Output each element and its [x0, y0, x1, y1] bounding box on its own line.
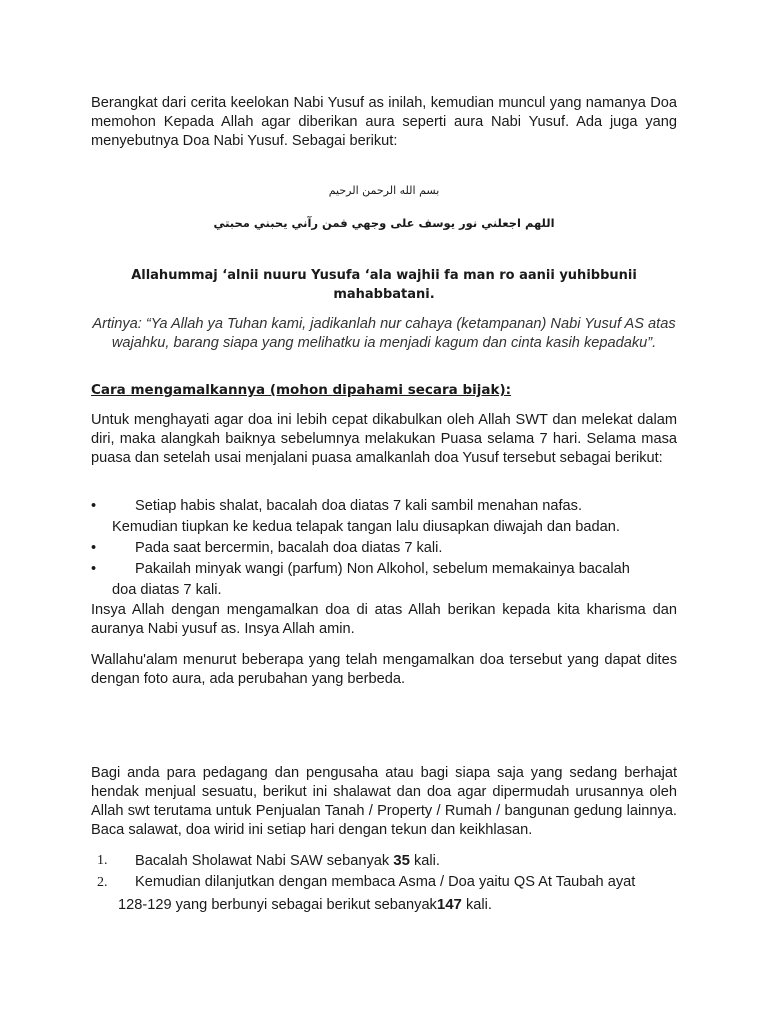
list-text-part: 128-129 yang berbunyi sebagai berikut sebanyak	[118, 897, 437, 913]
bullet-icon: •	[91, 561, 97, 577]
numbered-list	[97, 851, 697, 917]
bagi-paragraph: Bagi anda para pedagang dan pengusaha atau bagi siapa saja yang sedang berhajat hendak menjual sesuatu, berikut ini shalawat dan doa agar dipermudah urusannya oleh Allah swt terutama untuk Penjualan Tanah / Property / Rumah / bangunan gedung lainnya. Baca salawat, doa wirid ini setiap hari dengan tekun dan keikhlasan.	[91, 765, 677, 838]
translation-artinya: Artinya: “Ya Allah ya Tuhan kami, jadikanlah nur cahaya (ketampanan) Nabi Yusuf AS atas wajahku, barang siapa yang melihatku ia menjadi kagum dan cinta kasih kepadaku”.	[92, 316, 676, 351]
list-text-part: Bacalah Sholawat Nabi SAW sebanyak	[135, 853, 394, 869]
list-text-continuation	[118, 895, 492, 915]
list-item-continuation	[97, 895, 697, 917]
list-item-continuation	[91, 518, 691, 539]
list-item	[91, 539, 691, 560]
list-text	[135, 851, 440, 871]
list-item	[97, 851, 697, 873]
bullet-text-continuation: Kemudian tiupkan ke kedua telapak tangan lalu diusapkan diwajah dan badan.	[112, 519, 620, 535]
wallahu-paragraph: Wallahu'alam menurut beberapa yang telah mengamalkan doa tersebut yang dapat dites dengan foto aura, ada perubahan yang berbeda.	[91, 652, 677, 687]
count-bold: 147	[436, 896, 462, 913]
cara-heading: Cara mengamalkannya (mohon dipahami secara bijak):	[91, 382, 512, 398]
bullet-text: Pada saat bercermin, bacalah doa diatas 7 kali.	[135, 540, 443, 556]
bullet-icon: •	[91, 498, 97, 514]
bullet-list	[91, 497, 691, 602]
list-number: 2.	[97, 875, 108, 890]
bullet-text: Pakailah minyak wangi (parfum) Non Alkohol, sebelum memakainya bacalah	[135, 561, 630, 577]
list-text-part: kali.	[409, 853, 440, 869]
list-text-part: kali.	[461, 897, 492, 913]
intro-paragraph: Berangkat dari cerita keelokan Nabi Yusuf as inilah, kemudian muncul yang namanya Doa memohon Kepada Allah agar diberikan aura seperti aura Nabi Yusuf. Ada juga yang menyebutnya Doa Nabi Yusuf. Sebagai berikut:	[91, 95, 677, 149]
arabic-doa: اللهم اجعلني نور يوسف على وجهي فمن رآني يحبني محبتي	[213, 216, 555, 230]
insya-paragraph: Insya Allah dengan mengamalkan doa di atas Allah berikan kepada kita kharisma dan auranya Nabi yusuf as. Insya Allah amin.	[91, 602, 677, 637]
bullet-icon: •	[91, 540, 97, 556]
transliteration: Allahummaj ‘alnii nuuru Yusufa ‘ala wajhii fa man ro aanii yuhibbunii mahabbatani.	[131, 268, 637, 302]
list-text: Kemudian dilanjutkan dengan membaca Asma / Doa yaitu QS At Taubah ayat	[135, 874, 636, 890]
list-item	[91, 560, 691, 581]
bullet-text: Setiap habis shalat, bacalah doa diatas 7 kali sambil menahan nafas.	[135, 498, 583, 514]
arabic-basmalah: بسم الله الرحمن الرحيم	[328, 184, 440, 197]
bullet-text-continuation: doa diatas 7 kali.	[112, 582, 222, 598]
list-item-continuation	[91, 581, 691, 602]
list-item	[91, 497, 691, 518]
count-bold: 35	[393, 852, 410, 869]
untuk-paragraph: Untuk menghayati agar doa ini lebih cepat dikabulkan oleh Allah SWT dan melekat dalam diri, maka alangkah baiknya sebelumnya melakukan Puasa selama 7 hari. Selama masa puasa dan setelah usai menjalani puasa amalkanlah doa Yusuf tersebut sebagai berikut:	[91, 412, 677, 466]
list-item	[97, 873, 697, 895]
list-number: 1.	[97, 853, 108, 868]
